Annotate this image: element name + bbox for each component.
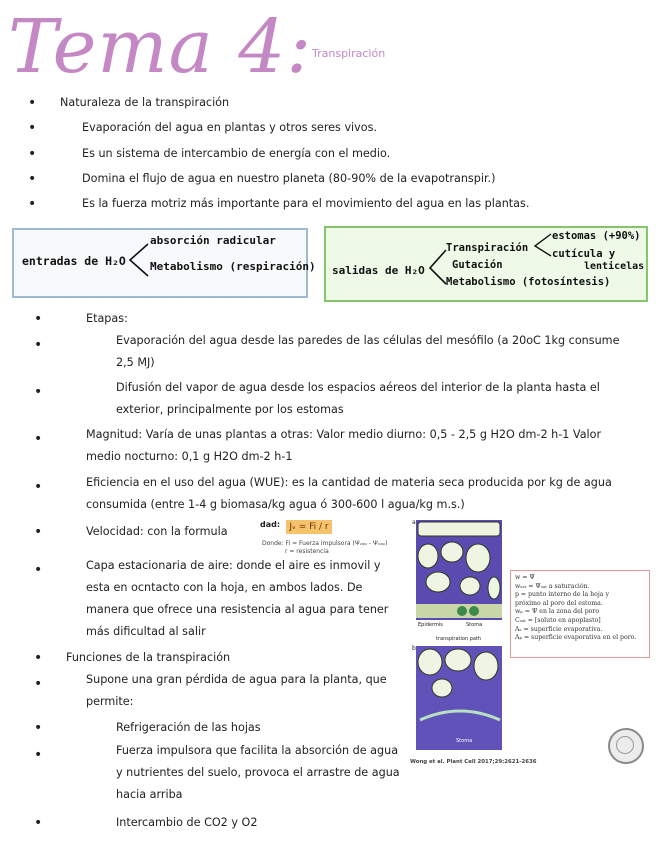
note-line: wₚ = Ψ en la zona del poro — [515, 608, 600, 616]
magnitud-text: Magnitud: Varía de unas plantas a otras: Valor medio diurno: 0,5 - 2,5 g H2O dm-2 h-1 Valor medio nocturno: 0,1 g H2O dm-2 h-1 — [86, 428, 602, 463]
figure-label: transpiration path — [436, 636, 482, 642]
water-inputs-box — [12, 228, 316, 298]
bullet-icon: • — [34, 815, 43, 831]
outputs-label: salidas de H₂O — [332, 264, 425, 277]
note-line: Cₛₐₜ = [soluto en apoplasto] — [515, 616, 601, 624]
capa-text: Capa estacionaria de aire: donde el aire es inmovil y esta en ocntacto con la hoja, en ambos lados. De manera que ofrece una resistencia al agua para tener más dificultad al salir — [86, 559, 389, 638]
etapas-heading: Etapas: — [86, 312, 128, 325]
inputs-item: Metabolismo (respiración) — [150, 260, 316, 273]
figure-label: Stoma — [456, 738, 473, 744]
funcion-item: Fuerza impulsora que facilita la absorción de agua y nutrientes del suelo, provoca el arrastre de agua hacia arriba — [116, 744, 400, 801]
outputs-subitem: estomas (+90%) — [552, 230, 641, 242]
eficiencia-text: Eficiencia en el uso del agua (WUE): es la cantidad de materia seca producida por kg de agua consumida (entre 1-4 g biomasa/kg agua ó 300-600 l agua/kg m.s.) — [86, 476, 612, 511]
formula-expression: Jᵥ = Fi / r — [286, 520, 332, 534]
bullet-icon: • — [34, 384, 43, 400]
outputs-subitem: lenticelas — [584, 261, 645, 272]
formula-notes-box — [510, 570, 650, 658]
bullet-icon: • — [28, 95, 37, 111]
leaf-stomata-figure — [412, 516, 508, 762]
bullet-icon: • — [34, 720, 43, 736]
stomata-brace-icon — [531, 230, 553, 260]
bullet-icon: • — [34, 479, 43, 495]
figure-label: Stoma — [466, 622, 483, 628]
inputs-brace-icon — [126, 240, 150, 280]
bullet-icon: • — [28, 120, 37, 136]
inputs-item: absorción radicular — [150, 234, 276, 247]
outputs-item: Metabolismo (fotosíntesis) — [446, 276, 611, 288]
intro-item: Es la fuerza motriz más importante para el movimiento del agua en las plantas. — [82, 197, 530, 210]
outputs-item: Transpiración — [446, 242, 529, 254]
formula-where: Donde: Fi = Fuerza impulsora (Ψᵥₐₚ - Ψᵥₐₚ) — [262, 540, 388, 547]
figure-credit: Wong et al. Plant Cell 2017;29:2621-2636 — [410, 759, 537, 765]
intro-item: Evaporación del agua en plantas y otros seres vivos. — [82, 121, 378, 134]
bullet-icon: • — [34, 650, 43, 666]
figure-label: Epidermis — [418, 622, 443, 628]
formula-label: dad: — [260, 520, 281, 529]
velocidad-text: Velocidad: con la formula — [86, 525, 228, 538]
supone-text: Supone una gran pérdida de agua para la planta, que permite: — [86, 673, 387, 708]
funciones-heading: Funciones de la transpiración — [66, 651, 231, 664]
note-line: wₛₐₜ = Ψₛₐₜ a saturación. — [515, 582, 590, 590]
figure-panel-label: b — [412, 645, 416, 652]
funcion-item: Refrigeración de las hojas — [116, 721, 261, 734]
inputs-label: entradas de H₂O — [22, 254, 126, 268]
bullet-icon: • — [34, 562, 43, 578]
note-line: próximo al poro del estoma. — [515, 599, 603, 607]
university-seal-icon — [608, 728, 644, 764]
water-outputs-box — [324, 226, 648, 302]
figure-panel-label: a — [412, 519, 416, 526]
bullet-icon: • — [34, 676, 43, 692]
bullet-icon: • — [34, 524, 43, 540]
intro-item: Es un sistema de intercambio de energía con el medio. — [82, 147, 391, 160]
etapa-item: Difusión del vapor de agua desde los espacios aéreos del interior de la planta hasta el exterior, principalmente por los estomas — [116, 381, 600, 416]
outputs-subitem: cutícula y — [552, 248, 616, 260]
bullet-icon: • — [28, 196, 37, 212]
intro-item: Domina el flujo de agua en nuestro planeta (80-90% de la evapotranspir.) — [82, 172, 496, 185]
etapa-item: Evaporación del agua desde las paredes de las células del mesófilo (a 20oC 1kg consume 2,5 MJ) — [116, 334, 620, 369]
bullet-icon: • — [34, 431, 43, 447]
bullet-icon: • — [34, 747, 43, 763]
funcion-item: Intercambio de CO2 y O2 — [116, 816, 258, 829]
page-title: Tema 4: — [8, 4, 313, 90]
bullet-icon: • — [28, 146, 37, 162]
bullet-icon: • — [28, 171, 37, 187]
outputs-item: Gutación — [452, 259, 503, 271]
bullet-icon: • — [34, 337, 43, 353]
bullet-icon: • — [34, 311, 43, 327]
note-line: w = Ψ — [515, 574, 535, 581]
page-subtitle: Transpiración — [312, 47, 386, 60]
formula-where: r = resistencia — [285, 548, 329, 555]
intro-heading: Naturaleza de la transpiración — [60, 96, 230, 109]
outputs-brace-icon — [426, 246, 448, 288]
note-line: Aₚ = superficie evaporativa en el poro. — [515, 634, 637, 642]
note-line: p = punto interno de la hoja y — [515, 591, 609, 599]
note-line: Aₛ = superficie evaporativa. — [515, 625, 603, 633]
